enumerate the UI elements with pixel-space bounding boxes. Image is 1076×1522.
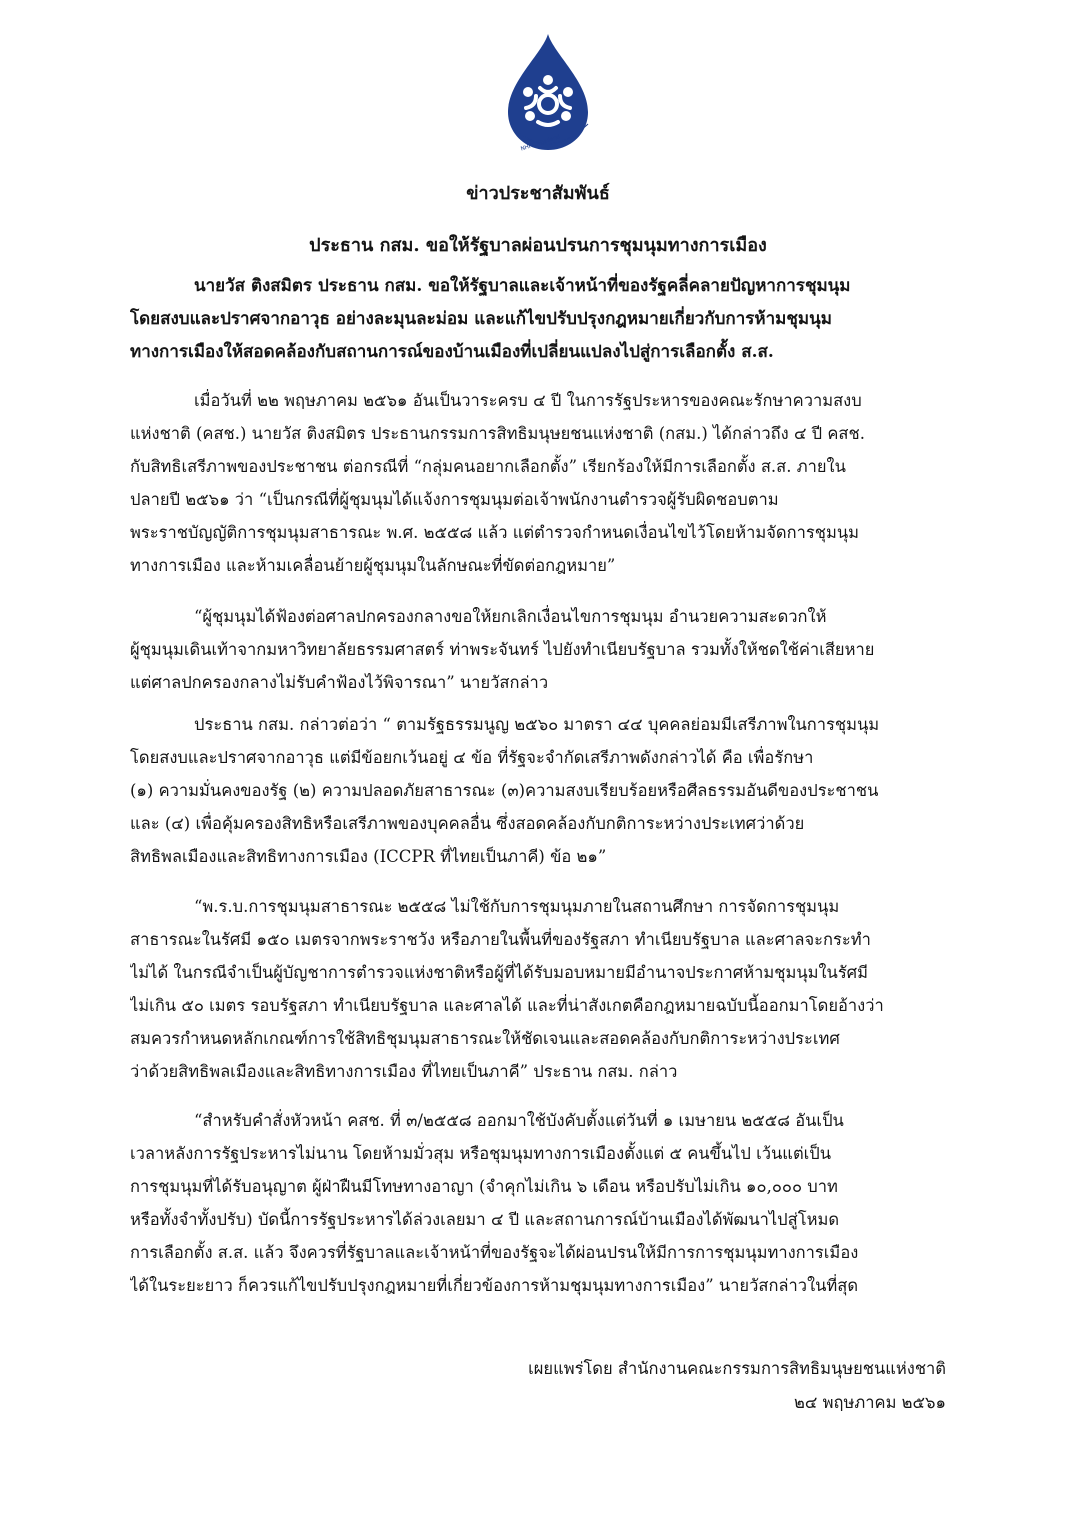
text-line: กับสิทธิเสรีภาพของประชาชน ต่อกรณีที่ “กลุ่มคนอยากเลือกตั้ง” เรียกร้องให้มีการเลือกตั้ง ส.ส. ภายใน (130, 457, 846, 476)
svg-text:NHRC Thailand: NHRC Thailand (520, 134, 561, 153)
text-line: “พ.ร.บ.การชุมนุมสาธารณะ ๒๕๕๘ ไม่ใช้กับการชุมนุมภายในสถานศึกษา การจัดการชุมนุม (194, 897, 840, 916)
text-line: แห่งชาติ (คสช.) นายวัส ติงสมิตร ประธานกรรมการสิทธิมนุษยชนแห่งชาติ (กสม.) ได้กล่าวถึง ๔ ปี คสช. (130, 424, 865, 443)
text-line: ไม่ได้ ในกรณีจำเป็นผู้บัญชาการตำรวจแห่งชาติหรือผู้ที่ได้รับมอบหมายมีอำนาจประกาศห้ามชุมนุมในรัศมี (130, 963, 869, 982)
lead-line: นายวัส ติงสมิตร ประธาน กสม. ขอให้รัฐบาลและเจ้าหน้าที่ของรัฐคลี่คลายปัญหาการชุมนุม (194, 276, 851, 296)
nhrc-logo-icon (490, 30, 606, 162)
text-line: “สำหรับคำสั่งหัวหน้า คสช. ที่ ๓/๒๕๕๘ ออกมาใช้บังคับตั้งแต่วันที่ ๑ เมษายน ๒๕๕๘ อันเป็น (194, 1111, 844, 1130)
document-type-heading: ข่าวประชาสัมพันธ์ (466, 183, 610, 204)
text-line: พระราชบัญญัติการชุมนุมสาธารณะ พ.ศ. ๒๕๕๘ แล้ว แต่ตำรวจกำหนดเงื่อนไขไว้โดยห้ามจัดการชุมนุม (130, 523, 859, 542)
text-line: ผู้ชุมนุมเดินเท้าจากมหาวิทยาลัยธรรมศาสตร์ ท่าพระจันทร์ ไปยังทำเนียบรัฐบาล รวมทั้งให้ชดใช้ค่าเสียหาย (130, 640, 875, 659)
text-line: และ (๔) เพื่อคุ้มครองสิทธิหรือเสรีภาพของบุคคลอื่น ซึ่งสอดคล้องกับกติการะหว่างประเทศว่าด้วย (130, 814, 805, 833)
body-paragraph (130, 890, 946, 1088)
text-line: ทางการเมือง และห้ามเคลื่อนย้ายผู้ชุมนุมในลักษณะที่ขัดต่อกฎหมาย” (130, 556, 616, 575)
lead-line: โดยสงบและปราศจากอาวุธ อย่างละมุนละม่อม และแก้ไขปรับปรุงกฎหมายเกี่ยวกับการห้ามชุมนุม (130, 309, 832, 329)
body-paragraph (130, 384, 946, 582)
lead-line: ทางการเมืองให้สอดคล้องกับสถานการณ์ของบ้านเมืองที่เปลี่ยนแปลงไปสู่การเลือกตั้ง ส.ส. (130, 342, 774, 362)
text-line: การชุมนุมที่ได้รับอนุญาต ผู้ฝ่าฝืนมีโทษทางอาญา (จำคุกไม่เกิน ๖ เดือน หรือปรับไม่เกิน ๑๐,๐๐๐ บาท (130, 1177, 838, 1196)
body-paragraph (130, 1104, 946, 1302)
text-line: ประธาน กสม. กล่าวต่อว่า “ ตามรัฐธรรมนูญ ๒๕๖๐ มาตรา ๔๔ บุคคลย่อมมีเสรีภาพในการชุมนุม (194, 715, 880, 734)
text-line: การเลือกตั้ง ส.ส. แล้ว จึงควรที่รัฐบาลและเจ้าหน้าที่ของรัฐจะได้ผ่อนปรนให้มีการการชุมนุมทางการเมือง (130, 1243, 859, 1262)
text-line: สมควรกำหนดหลักเกณฑ์การใช้สิทธิชุมนุมสาธารณะให้ชัดเจนและสอดคล้องกับกติการะหว่างประเทศ (130, 1029, 840, 1048)
text-line: โดยสงบและปราศจากอาวุธ แต่มีข้อยกเว้นอยู่ ๔ ข้อ ที่รัฐจะจำกัดเสรีภาพดังกล่าวได้ คือ เพื่อรักษา (130, 748, 814, 767)
text-line: สิทธิพลเมืองและสิทธิทางการเมือง (ICCPR ที่ไทยเป็นภาคี) ข้อ ๒๑” (130, 847, 607, 866)
headline: ประธาน กสม. ขอให้รัฐบาลผ่อนปรนการชุมนุมทางการเมือง (309, 235, 767, 256)
text-line: ได้ในระยะยาว ก็ควรแก้ไขปรับปรุงกฎหมายที่เกี่ยวข้องการห้ามชุมนุมทางการเมือง” นายวัสกล่าวในที่สุด (130, 1276, 859, 1295)
text-line: แต่ศาลปกครองกลางไม่รับคำฟ้องไว้พิจารณา” นายวัสกล่าว (130, 673, 549, 692)
text-line: เมื่อวันที่ ๒๒ พฤษภาคม ๒๕๖๑ อันเป็นวาระครบ ๔ ปี ในการรัฐประหารของคณะรักษาความสงบ (194, 391, 862, 410)
publish-date: ๒๔ พฤษภาคม ๒๕๖๑ (794, 1393, 946, 1412)
text-line: ว่าด้วยสิทธิพลเมืองและสิทธิทางการเมือง ที่ไทยเป็นภาคี” ประธาน กสม. กล่าว (130, 1062, 678, 1081)
body-paragraph (130, 708, 946, 873)
text-line: สาธารณะในรัศมี ๑๕๐ เมตรจากพระราชวัง หรือภายในพื้นที่ของรัฐสภา ทำเนียบรัฐบาล และศาลจะกระทำ (130, 930, 871, 949)
lead-paragraph (130, 270, 946, 369)
text-line: หรือทั้งจำทั้งปรับ) บัดนี้การรัฐประหารได้ล่วงเลยมา ๔ ปี และสถานการณ์บ้านเมืองได้พัฒนาไปสู่โหมด (130, 1210, 840, 1229)
text-line: ไม่เกิน ๕๐ เมตร รอบรัฐสภา ทำเนียบรัฐบาล และศาลได้ และที่น่าสังเกตคือกฎหมายฉบับนี้ออกมาโดยอ้างว่า (130, 996, 884, 1015)
publisher-line: เผยแพร่โดย สำนักงานคณะกรรมการสิทธิมนุษยชนแห่งชาติ (528, 1359, 946, 1378)
text-line: (๑) ความมั่นคงของรัฐ (๒) ความปลอดภัยสาธารณะ (๓)ความสงบเรียบร้อยหรือศีลธรรมอันดีของประชาชน (130, 781, 879, 800)
text-line: “ผู้ชุมนุมได้ฟ้องต่อศาลปกครองกลางขอให้ยกเลิกเงื่อนไขการชุมนุม อำนวยความสะดวกให้ (194, 607, 827, 626)
text-line: เวลาหลังการรัฐประหารไม่นาน โดยห้ามมั่วสุม หรือชุมนุมทางการเมืองตั้งแต่ ๕ คนขึ้นไป เว้นแต่เป็น (130, 1144, 832, 1163)
nhrc-logo (490, 30, 606, 162)
body-paragraph (130, 600, 946, 699)
text-line: ปลายปี ๒๕๖๑ ว่า “เป็นกรณีที่ผู้ชุมนุมได้แจ้งการชุมนุมต่อเจ้าพนักงานตำรวจผู้รับผิดชอบตาม (130, 490, 779, 509)
